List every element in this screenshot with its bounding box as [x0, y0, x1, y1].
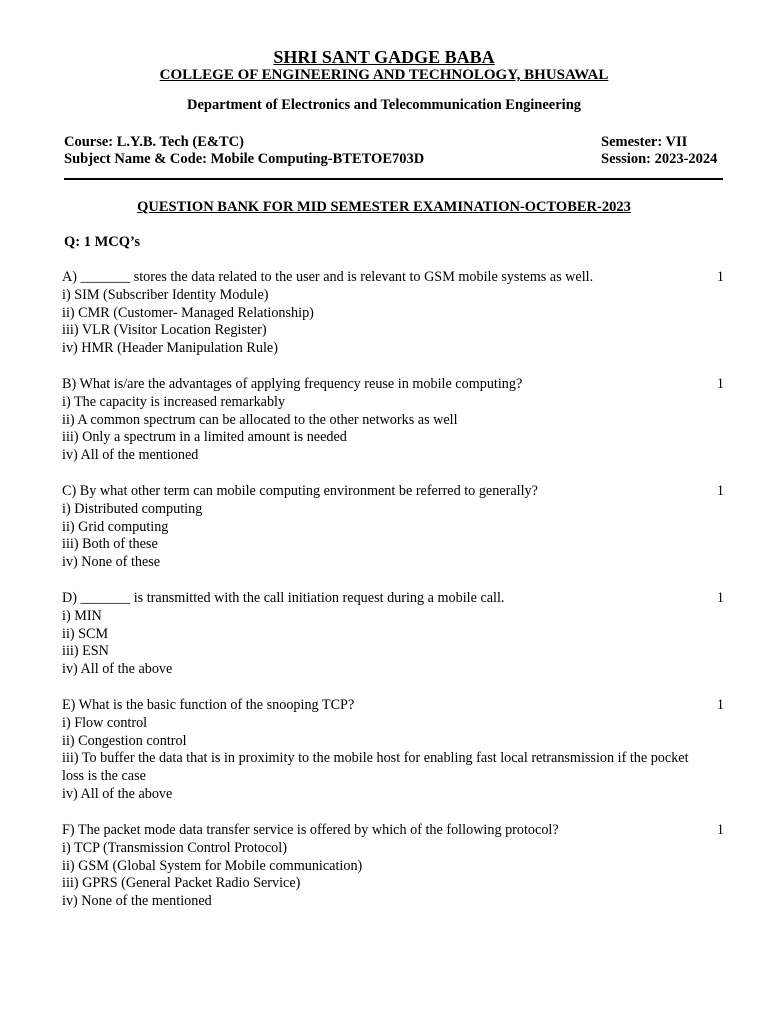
subject-label: Subject Name & Code: Mobile Computing-BTETOE703D [64, 151, 425, 167]
question-a [62, 269, 724, 358]
option: ii) Grid computing [62, 518, 169, 535]
option: i) SIM (Subscriber Identity Module) [62, 286, 269, 303]
course-label: Course: L.Y.B. Tech (E&TC) [64, 134, 244, 150]
option: iv) HMR (Header Manipulation Rule) [62, 340, 278, 357]
question-marks: 1 [716, 483, 724, 499]
question-text: B) What is/are the advantages of applying frequency reuse in mobile computing? 1 [62, 376, 724, 392]
question-text: A) _______ stores the data related to the user and is relevant to GSM mobile systems as well. 1 [62, 269, 724, 285]
question-text: C) By what other term can mobile computing environment be referred to generally? 1 [62, 483, 724, 499]
option: ii) Congestion control [62, 732, 187, 749]
question-d [62, 590, 724, 679]
question-f [62, 822, 724, 911]
option: iv) None of the mentioned [62, 893, 212, 910]
question-marks: 1 [716, 822, 724, 838]
option: iii) Both of these [62, 536, 158, 553]
section-title: Q: 1 MCQ’s [64, 234, 140, 250]
option: iv) All of the above [62, 785, 173, 802]
option: i) TCP (Transmission Control Protocol) [62, 839, 287, 856]
question-text: D) _______ is transmitted with the call initiation request during a mobile call. 1 [62, 590, 724, 606]
option: iii) Only a spectrum in a limited amount is needed [62, 429, 347, 446]
option: ii) A common spectrum can be allocated to the other networks as well [62, 411, 458, 428]
session-label: Session: 2023-2024 [601, 151, 718, 167]
college-title: COLLEGE OF ENGINEERING AND TECHNOLOGY, BHUSAWAL [159, 67, 609, 83]
option: ii) GSM (Global System for Mobile communication) [62, 857, 363, 874]
option: iii) To buffer the data that is in proximity to the mobile host for enabling fast local retransmission if the pocket loss is the case [62, 750, 689, 785]
option: ii) CMR (Customer- Managed Relationship) [62, 304, 314, 321]
question-marks: 1 [716, 376, 724, 392]
exam-title: QUESTION BANK FOR MID SEMESTER EXAMINATION-OCTOBER-2023 [137, 199, 631, 215]
option: iii) GPRS (General Packet Radio Service) [62, 875, 301, 892]
option: i) Distributed computing [62, 500, 203, 517]
question-e [62, 697, 724, 804]
question-marks: 1 [716, 590, 724, 606]
option: iv) All of the above [62, 661, 173, 678]
option: i) Flow control [62, 714, 148, 731]
header-divider [64, 178, 723, 180]
question-marks: 1 [716, 697, 724, 713]
question-text: F) The packet mode data transfer service is offered by which of the following protocol? 1 [62, 822, 724, 838]
question-marks: 1 [716, 269, 724, 285]
semester-label: Semester: VII [601, 134, 688, 150]
option: iii) VLR (Visitor Location Register) [62, 322, 267, 339]
option: i) The capacity is increased remarkably [62, 393, 286, 410]
institution-title: SHRI SANT GADGE BABA [273, 47, 495, 67]
option: iii) ESN [62, 643, 109, 660]
department-title: Department of Electronics and Telecommunication Engineering [186, 97, 582, 113]
question-c [62, 483, 724, 572]
option: iv) None of these [62, 554, 161, 571]
option: iv) All of the mentioned [62, 447, 199, 464]
option: i) MIN [62, 607, 102, 624]
question-text: E) What is the basic function of the snooping TCP? 1 [62, 697, 724, 713]
question-b [62, 376, 724, 465]
option: ii) SCM [62, 625, 109, 642]
